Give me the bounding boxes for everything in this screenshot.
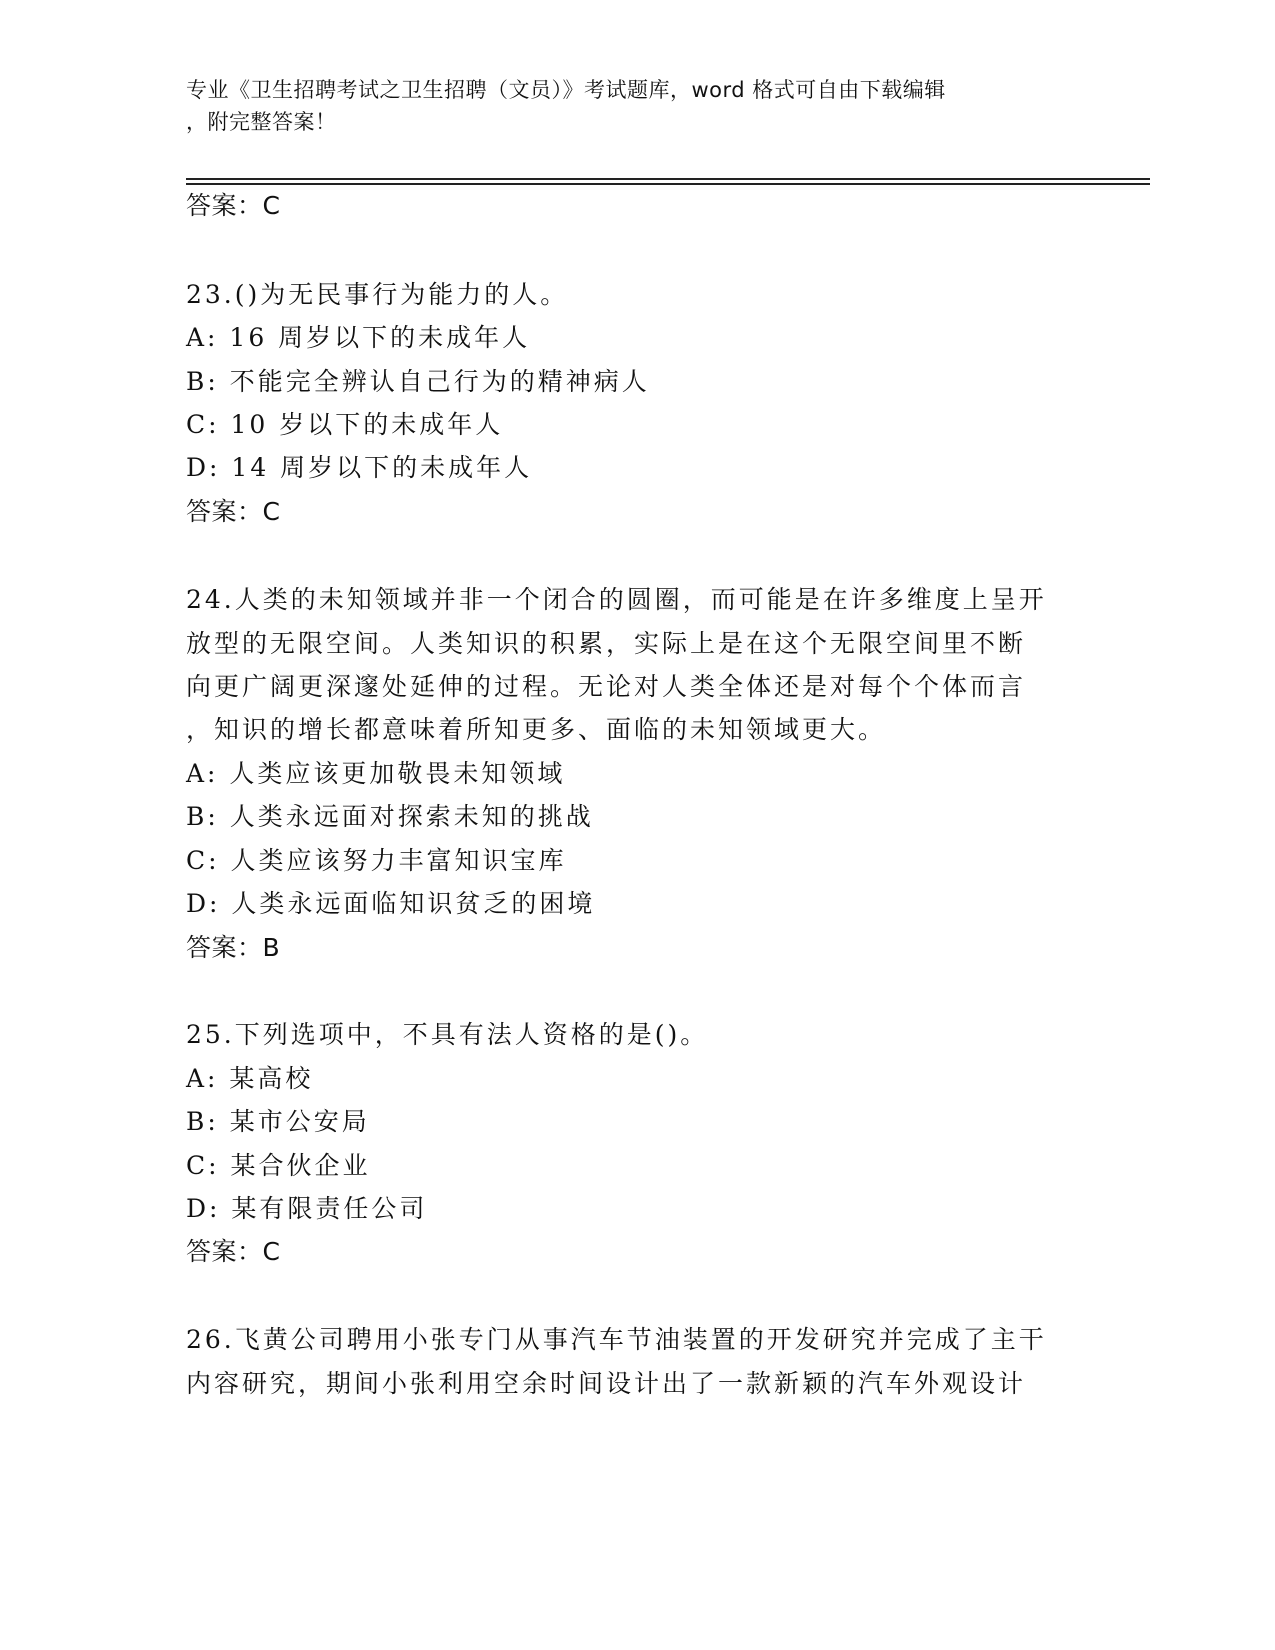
answer-prev: 答案：C [186,191,281,220]
option-a: A: 16 周岁以下的未成年人 [186,323,531,352]
answer: 答案：C [186,1237,281,1266]
question-stem-line: 放型的无限空间。人类知识的积累，实际上是在这个无限空间里不断 [186,629,1027,658]
question-stem-line: 26.飞黄公司聘用小张专门从事汽车节油装置的开发研究并完成了主干 [186,1325,1047,1354]
header-divider-bottom [186,183,1150,185]
header-line-2: ，附完整答案！ [186,110,337,134]
document-header [186,74,1066,138]
question-stem-line: ，知识的增长都意味着所知更多、面临的未知领域更大。 [186,715,887,744]
option-d: D: 某有限责任公司 [186,1194,428,1223]
option-a: A: 人类应该更加敬畏未知领域 [186,759,566,788]
header-divider-top [186,178,1150,180]
option-c: C: 10 岁以下的未成年人 [186,410,504,439]
option-b: B: 不能完全辨认自己行为的精神病人 [186,367,650,396]
option-b: B: 某市公安局 [186,1107,370,1136]
option-a: A: 某高校 [186,1064,314,1093]
answer: 答案：B [186,933,281,962]
option-c: C: 某合伙企业 [186,1151,371,1180]
question-stem-line: 内容研究，期间小张利用空余时间设计出了一款新颖的汽车外观设计 [186,1369,1027,1398]
option-d: D: 14 周岁以下的未成年人 [186,453,533,482]
option-c: C: 人类应该努力丰富知识宝库 [186,846,567,875]
header-line-1: 专业《卫生招聘考试之卫生招聘（文员）》考试题库，word 格式可自由下载编辑 [186,78,946,102]
question-stem: 25.下列选项中，不具有法人资格的是()。 [186,1020,709,1049]
question-stem: 23.()为无民事行为能力的人。 [186,280,569,309]
question-stem-line: 向更广阔更深邃处延伸的过程。无论对人类全体还是对每个个体而言 [186,672,1027,701]
option-b: B: 人类永远面对探索未知的挑战 [186,802,594,831]
question-stem-line: 24.人类的未知领域并非一个闭合的圆圈，而可能是在许多维度上呈开 [186,585,1047,614]
option-d: D: 人类永远面临知识贫乏的困境 [186,889,596,918]
answer: 答案：C [186,497,281,526]
